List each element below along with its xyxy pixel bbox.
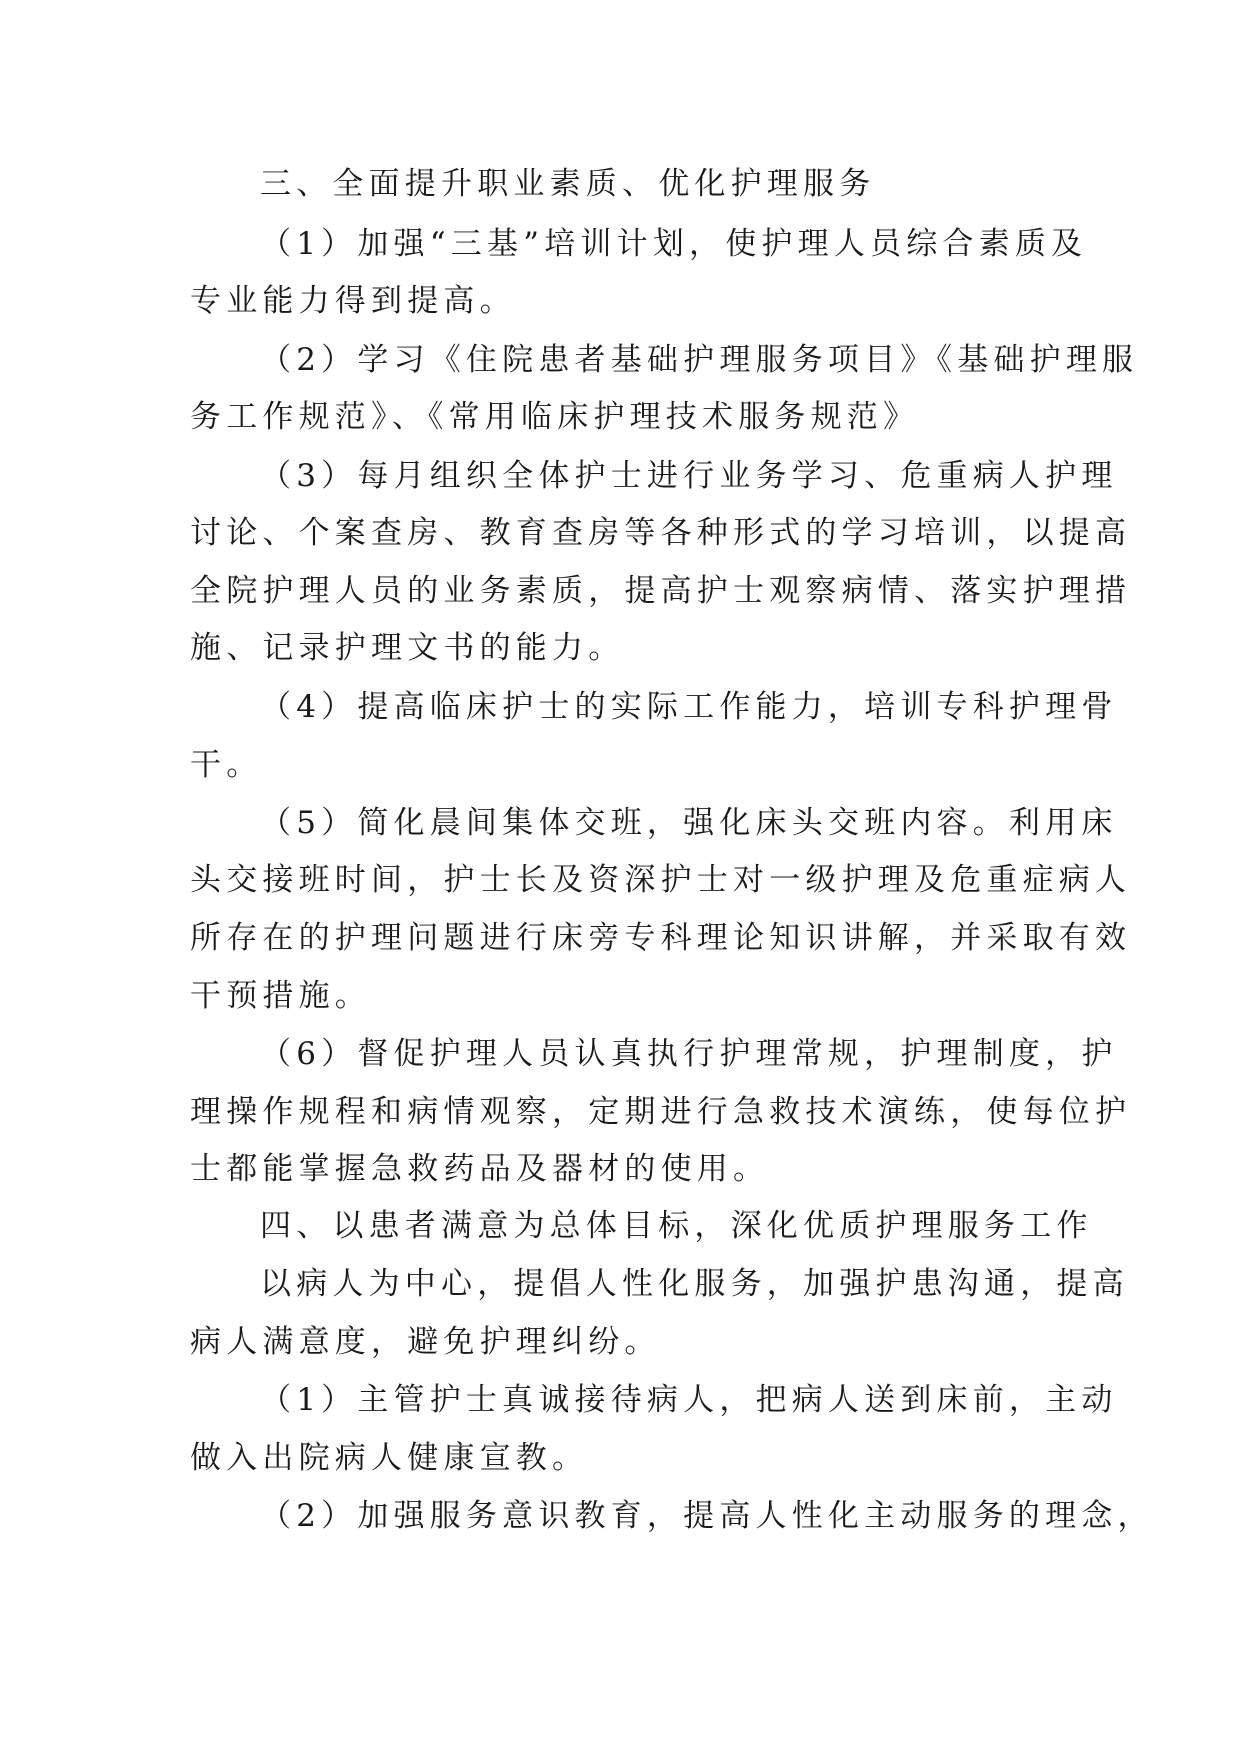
section-4-intro-line-2: 病人满意度，避免护理纠纷。 — [190, 1324, 661, 1360]
s4-item-1-line-1: （1）主管护士真诚接待病人，把病人送到床前，主动 — [260, 1382, 1118, 1418]
item-4-line-2: 干。 — [190, 747, 263, 783]
s4-item-2-line-1: （2）加强服务意识教育，提高人性化主动服务的理念， — [260, 1498, 1154, 1534]
section-4-intro-line-1: 以病人为中心，提倡人性化服务，加强护患沟通，提高 — [260, 1266, 1129, 1302]
item-1-line-1: （1）加强“三基”培训计划，使护理人员综合素质及 — [260, 226, 1088, 262]
s4-item-1-line-2: 做入出院病人健康宣教。 — [190, 1440, 589, 1476]
item-6-line-1: （6）督促护理人员认真执行护理常规，护理制度，护 — [260, 1036, 1118, 1072]
item-5-line-4: 干预措施。 — [190, 978, 371, 1014]
item-2-line-2: 务工作规范》、《常用临床护理技术服务规范》 — [190, 399, 920, 435]
item-5-line-3: 所存在的护理问题进行床旁专科理论知识讲解，并采取有效 — [190, 920, 1132, 956]
item-3-line-4: 施、记录护理文书的能力。 — [190, 630, 625, 666]
item-2-line-1: （2）学习《住院患者基础护理服务项目》《基础护理服 — [260, 342, 1139, 378]
item-6-line-3: 士都能掌握急救药品及器材的使用。 — [190, 1151, 770, 1187]
section-3-heading: 三、全面提升职业素质、优化护理服务 — [260, 166, 876, 202]
item-5-line-1: （5）简化晨间集体交班，强化床头交班内容。利用床 — [260, 805, 1118, 841]
section-4-heading: 四、以患者满意为总体目标，深化优质护理服务工作 — [260, 1208, 1093, 1244]
item-1-line-2: 专业能力得到提高。 — [190, 283, 516, 319]
item-4-line-1: （4）提高临床护士的实际工作能力，培训专科护理骨 — [260, 689, 1118, 725]
item-3-line-2: 讨论、个案查房、教育查房等各种形式的学习培训，以提高 — [190, 515, 1132, 551]
item-6-line-2: 理操作规程和病情观察，定期进行急救技术演练，使每位护 — [190, 1094, 1132, 1130]
item-5-line-2: 头交接班时间，护士长及资深护士对一级护理及危重症病人 — [190, 862, 1132, 898]
item-3-line-1: （3）每月组织全体护士进行业务学习、危重病人护理 — [260, 458, 1118, 494]
item-3-line-3: 全院护理人员的业务素质，提高护士观察病情、落实护理措 — [190, 573, 1132, 609]
